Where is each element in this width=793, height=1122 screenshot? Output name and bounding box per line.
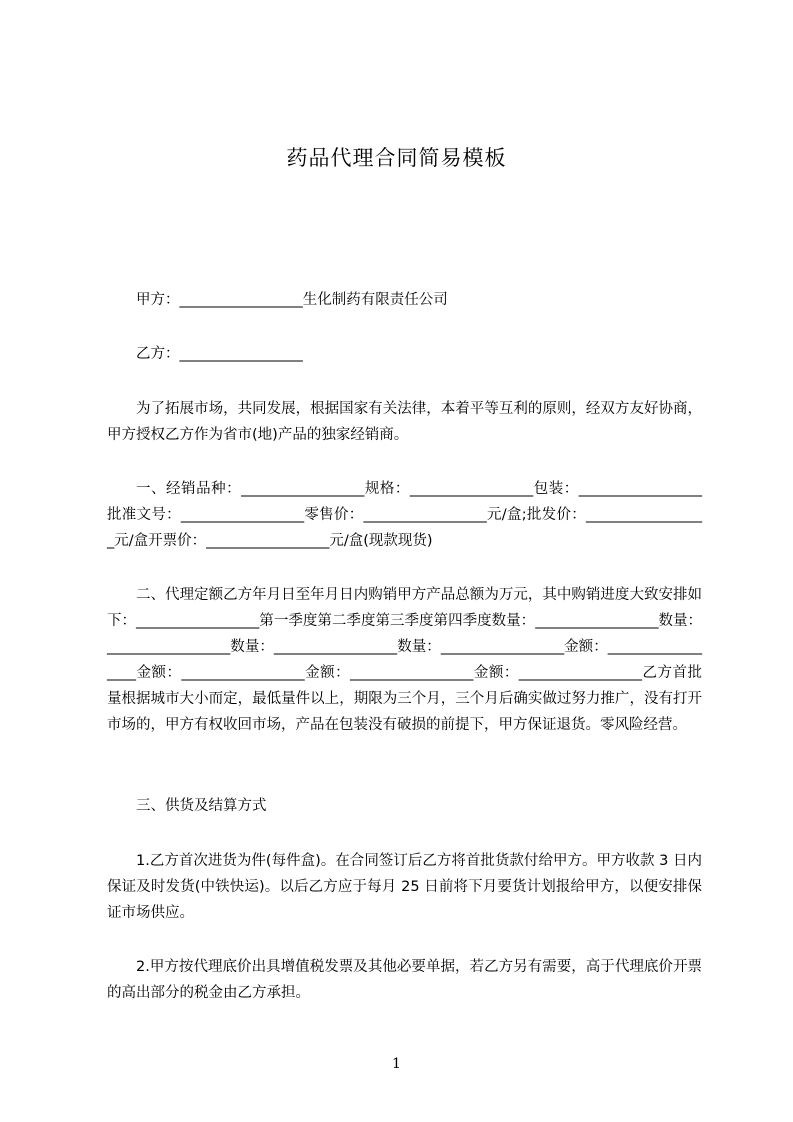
- section-3-item-1: 1.乙方首次进货为件(每件盒)。在合同签订后乙方将首批货款付给甲方。甲方收款 3 日内保证及时发货(中铁快运)。以后乙方应于每月 25 日前将下月要货计划报给甲方，以便安排保证市场供应。: [107, 853, 702, 921]
- section-3-item-2: 2.甲方按代理底价出具增值税发票及其他必要单据，若乙方另有需要，高于代理底价开票的高出部分的税金由乙方承担。: [107, 959, 702, 1001]
- page-number: 1: [392, 1056, 401, 1072]
- document-title: 药品代理合同简易模板: [286, 146, 507, 170]
- party-b-line: 乙方：_________________: [136, 346, 303, 362]
- intro-paragraph: 为了拓展市场，共同发展，根据国家有关法律，本着平等互利的原则，经双方友好协商，甲方授权乙方作为省市(地)产品的独家经销商。: [107, 401, 702, 443]
- section-1-paragraph: 一、经销品种：_________________规格：_________________包装：_________________批准文号：_________________零售价：_________________元/盒;批发价：_________________元/盒开票价：_________________元/盒(现款现货): [107, 481, 702, 549]
- party-a-line: 甲方：_________________生化制药有限责任公司: [136, 292, 448, 308]
- section-3-heading: 三、供货及结算方式: [136, 798, 267, 814]
- section-2-paragraph: 二、代理定额乙方年月日至年月日内购销甲方产品总额为万元，其中购销进度大致安排如下：_________________第一季度第二季度第三季度第四季度数量：_________________数量：_________________数量：_________________数量：_________________金额：_________________金额：_________________金额：_________________金额：_________________乙方首批量根据城市大小而定，最低量件以上，期限为三个月，三个月后确实做过努力推广，没有打开市场的，甲方有权收回市场，产品在包装没有破损的前提下，甲方保证退货。零风险经营。: [107, 587, 702, 733]
